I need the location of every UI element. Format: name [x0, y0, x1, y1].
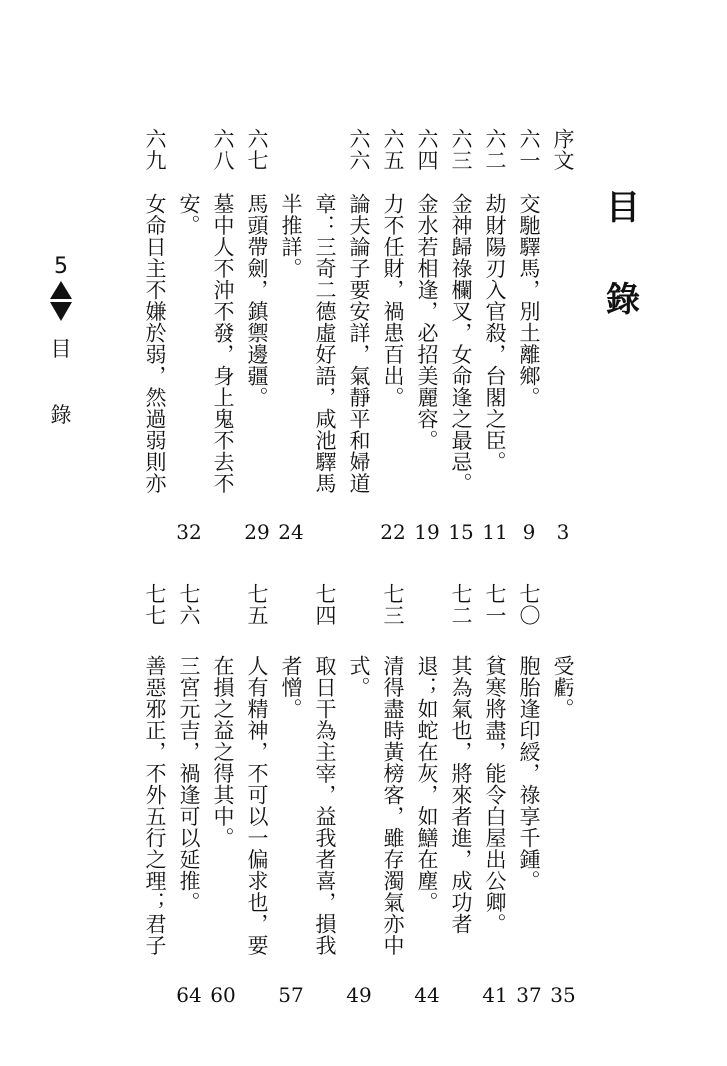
entry-index: 六二: [483, 128, 507, 171]
entry-index: 六七: [245, 128, 269, 171]
entry-index: 六六: [347, 128, 371, 171]
entry-page: 22: [380, 520, 406, 544]
entry-index: 七六: [177, 583, 201, 626]
entry-text: 善惡邪正，不外五行之理；君子: [143, 655, 167, 956]
page-number: 5: [54, 254, 68, 279]
entry-page: 9: [522, 520, 536, 544]
entry-index: 七二: [449, 583, 473, 626]
entry-text: 三宮元吉，禍逢可以延推。: [177, 655, 201, 913]
entry-page: 32: [176, 520, 202, 544]
entry-text: 金神歸祿欄叉，女命逢之最忌。: [449, 193, 473, 494]
entry-page: 19: [414, 520, 440, 544]
entry-index: 六八: [211, 128, 235, 171]
entry-text: 胞胎逢印綬，祿享千鍾。: [517, 655, 541, 892]
entry-text: 金水若相逢，必招美麗容。: [415, 193, 439, 451]
entry-index: 七五: [245, 583, 269, 626]
entry-text: 論夫論子要安詳，氣靜平和婦道: [347, 193, 371, 494]
entry-text: 力不任財，禍患百出。: [381, 193, 405, 408]
entry-page: 11: [482, 520, 508, 544]
entry-page: 29: [244, 520, 270, 544]
entry-page: 49: [346, 983, 372, 1007]
page-title: 目: [606, 188, 640, 228]
entry-page: 64: [176, 983, 202, 1007]
entry-text: 退；如蛇在灰，如鱔在塵。: [415, 655, 439, 913]
entry-index: 六三: [449, 128, 473, 171]
entry-index: 七三: [381, 583, 405, 626]
entry-page: 60: [210, 983, 236, 1007]
entry-text: 女命日主不嫌於弱，然過弱則亦: [143, 193, 167, 494]
entry-page: 57: [278, 983, 304, 1007]
entry-text: 馬頭帶劍，鎮禦邊疆。: [245, 193, 269, 408]
entry-text: 人有精神，不可以一偏求也，要: [245, 655, 269, 956]
entry-text: 安。: [177, 193, 201, 236]
entry-text: 取日干為主宰，益我者喜，損我: [313, 655, 337, 956]
entry-text: 墓中人不沖不發，身上鬼不去不: [211, 193, 235, 494]
entry-index: 六五: [381, 128, 405, 171]
running-header: 錄: [50, 403, 72, 427]
entry-text: 章：三奇二德虛好語，咸池驛馬: [313, 193, 337, 494]
entry-text: 貧寒將盡，能令白屋出公卿。: [483, 655, 507, 935]
entry-index: 序文: [551, 128, 575, 171]
running-header: 目: [50, 337, 72, 361]
entry-text: 式。: [347, 655, 371, 698]
entry-text: 其為氣也，將來者進，成功者: [449, 655, 473, 935]
entry-index: 六九: [143, 128, 167, 171]
entry-page: 44: [414, 983, 440, 1007]
entry-index: 七七: [143, 583, 167, 626]
page-arrows-icon: [49, 280, 73, 322]
entry-text: 交馳驛馬，別土離鄉。: [517, 193, 541, 408]
entry-text: 在損之益之得其中。: [211, 655, 235, 849]
entry-index: 六四: [415, 128, 439, 171]
entry-index: 七四: [313, 583, 337, 626]
entry-page: 15: [448, 520, 474, 544]
entry-index: 六一: [517, 128, 541, 171]
entry-text: 者憎。: [279, 655, 303, 720]
entry-page: 24: [278, 520, 304, 544]
entry-page: 41: [482, 983, 508, 1007]
entry-page: 35: [550, 983, 576, 1007]
entry-page: 37: [516, 983, 542, 1007]
entry-page: 3: [556, 520, 570, 544]
page-title: 錄: [606, 280, 640, 320]
entry-text: 半推詳。: [279, 193, 303, 279]
entry-text: 清得盡時黃榜客，雖存濁氣亦中: [381, 655, 405, 956]
entry-text: 劫財陽刃入官殺，台閣之臣。: [483, 193, 507, 473]
entry-index: 七一: [483, 583, 507, 626]
entry-index: 七〇: [517, 583, 541, 626]
entry-text: 受虧。: [551, 655, 575, 720]
